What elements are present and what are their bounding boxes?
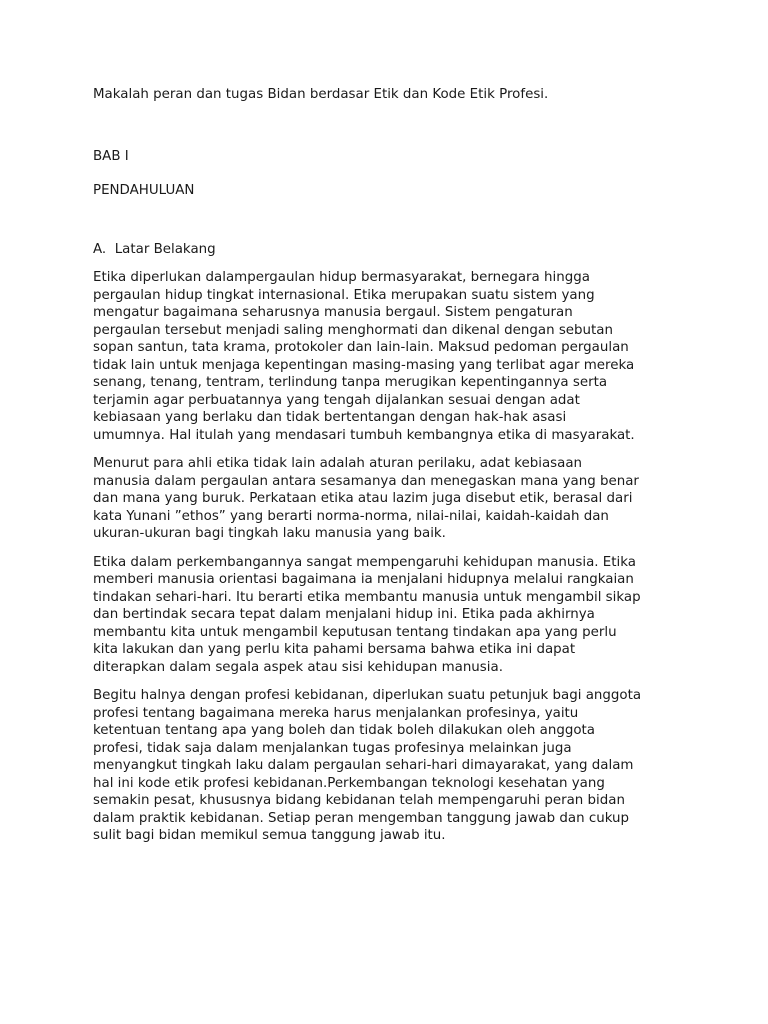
paragraph-line: memberi manusia orientasi bagaimana ia menjalani hidupnya melalui rangkaian	[93, 572, 634, 587]
paragraph-line: umumnya. Hal itulah yang mendasari tumbuh kembangnya etika di masyarakat.	[93, 427, 635, 443]
paragraph-line: semakin pesat, khususnya bidang kebidanan telah mempengaruhi peran bidan	[93, 793, 625, 808]
paragraph-line: senang, tenang, tentram, terlindung tanpa merugikan kepentingannya serta	[93, 375, 608, 390]
paragraph-line: tindakan sehari-hari. Itu berarti etika membantu manusia untuk mengambil sikap	[93, 589, 641, 605]
paragraph-line: menyangkut tingkah laku dalam pergaulan sehari-hari dimayarakat, yang dalam	[93, 758, 634, 773]
paragraph-line: profesi, tidak saja dalam menjalankan tugas profesinya melainkan juga	[93, 740, 572, 756]
paragraph-line: profesi tentang bagaimana mereka harus menjalankan profesinya, yaitu	[93, 705, 579, 721]
paragraph-line: pergaulan hidup tingkat internasional. Etika merupakan suatu sistem yang	[93, 287, 595, 303]
paragraph-line: Menurut para ahli etika tidak lain adalah aturan perilaku, adat kebiasaan	[93, 456, 583, 471]
paragraph-line: ketentuan tentang apa yang boleh dan tidak boleh dilakukan oleh anggota	[93, 723, 595, 738]
paragraphs-container	[93, 269, 693, 845]
paragraph-line: dan mana yang buruk. Perkataan etika atau lazim juga disebut etik, berasal dari	[93, 491, 633, 506]
paragraph	[93, 687, 693, 845]
paragraph-line: ukuran-ukuran bagi tingkah laku manusia yang baik.	[93, 526, 446, 541]
paragraph-line: hal ini kode etik profesi kebidanan.Perkembangan teknologi kesehatan yang	[93, 775, 605, 791]
paragraph-line: Begitu halnya dengan profesi kebidanan, diperlukan suatu petunjuk bagi anggota	[93, 688, 642, 703]
paragraph-line: sopan santun, tata krama, protokoler dan lain-lain. Maksud pedoman pergaulan	[93, 340, 629, 355]
paragraph-line: kebiasaan yang berlaku dan tidak bertentangan dengan hak-hak asasi	[93, 410, 567, 425]
paragraph-line: terjamin agar perbuatannya yang tengah dijalankan sesuai dengan adat	[93, 392, 580, 408]
paragraph-line: tidak lain untuk menjaga kepentingan masing-masing yang terlibat agar mereka	[93, 357, 635, 373]
paragraph-line: Etika dalam perkembangannya sangat mempengaruhi kehidupan manusia. Etika	[93, 554, 636, 570]
paragraph	[93, 455, 693, 543]
chapter-number: BAB I	[93, 148, 129, 164]
paragraph-line: mengatur bagaimana seharusnya manusia bergaul. Sistem pengaturan	[93, 305, 573, 320]
paragraph-line: membantu kita untuk mengambil keputusan tentang tindakan apa yang perlu	[93, 624, 617, 640]
chapter-title: PENDAHULUAN	[93, 183, 195, 198]
paragraph-line: manusia dalam pergaulan antara sesamanya dan menegaskan mana yang benar	[93, 473, 639, 489]
paragraph	[93, 269, 693, 444]
paragraph	[93, 554, 693, 677]
paragraph-line: pergaulan tersebut menjadi saling menghormati dan dikenal dengan sebutan	[93, 322, 613, 338]
document-title: Makalah peran dan tugas Bidan berdasar Etik dan Kode Etik Profesi.	[93, 87, 549, 102]
paragraph-line: kita lakukan dan yang perlu kita pahami bersama bahwa etika ini dapat	[93, 642, 576, 657]
paragraph-line: dan bertindak secara tepat dalam menjalani hidup ini. Etika pada akhirnya	[93, 607, 595, 622]
paragraph-line: sulit bagi bidan memikul semua tanggung jawab itu.	[93, 828, 446, 843]
paragraph-line: diterapkan dalam segala aspek atau sisi kehidupan manusia.	[93, 659, 503, 675]
paragraph-line: dalam praktik kebidanan. Setiap peran mengemban tanggung jawab dan cukup	[93, 810, 630, 826]
paragraph-line: kata Yunani ”ethos” yang berarti norma-norma, nilai-nilai, kaidah-kaidah dan	[93, 508, 609, 524]
paragraph-line: Etika diperlukan dalampergaulan hidup bermasyarakat, bernegara hingga	[93, 270, 590, 285]
document-body	[93, 86, 693, 845]
section-heading: A. Latar Belakang	[93, 241, 216, 257]
